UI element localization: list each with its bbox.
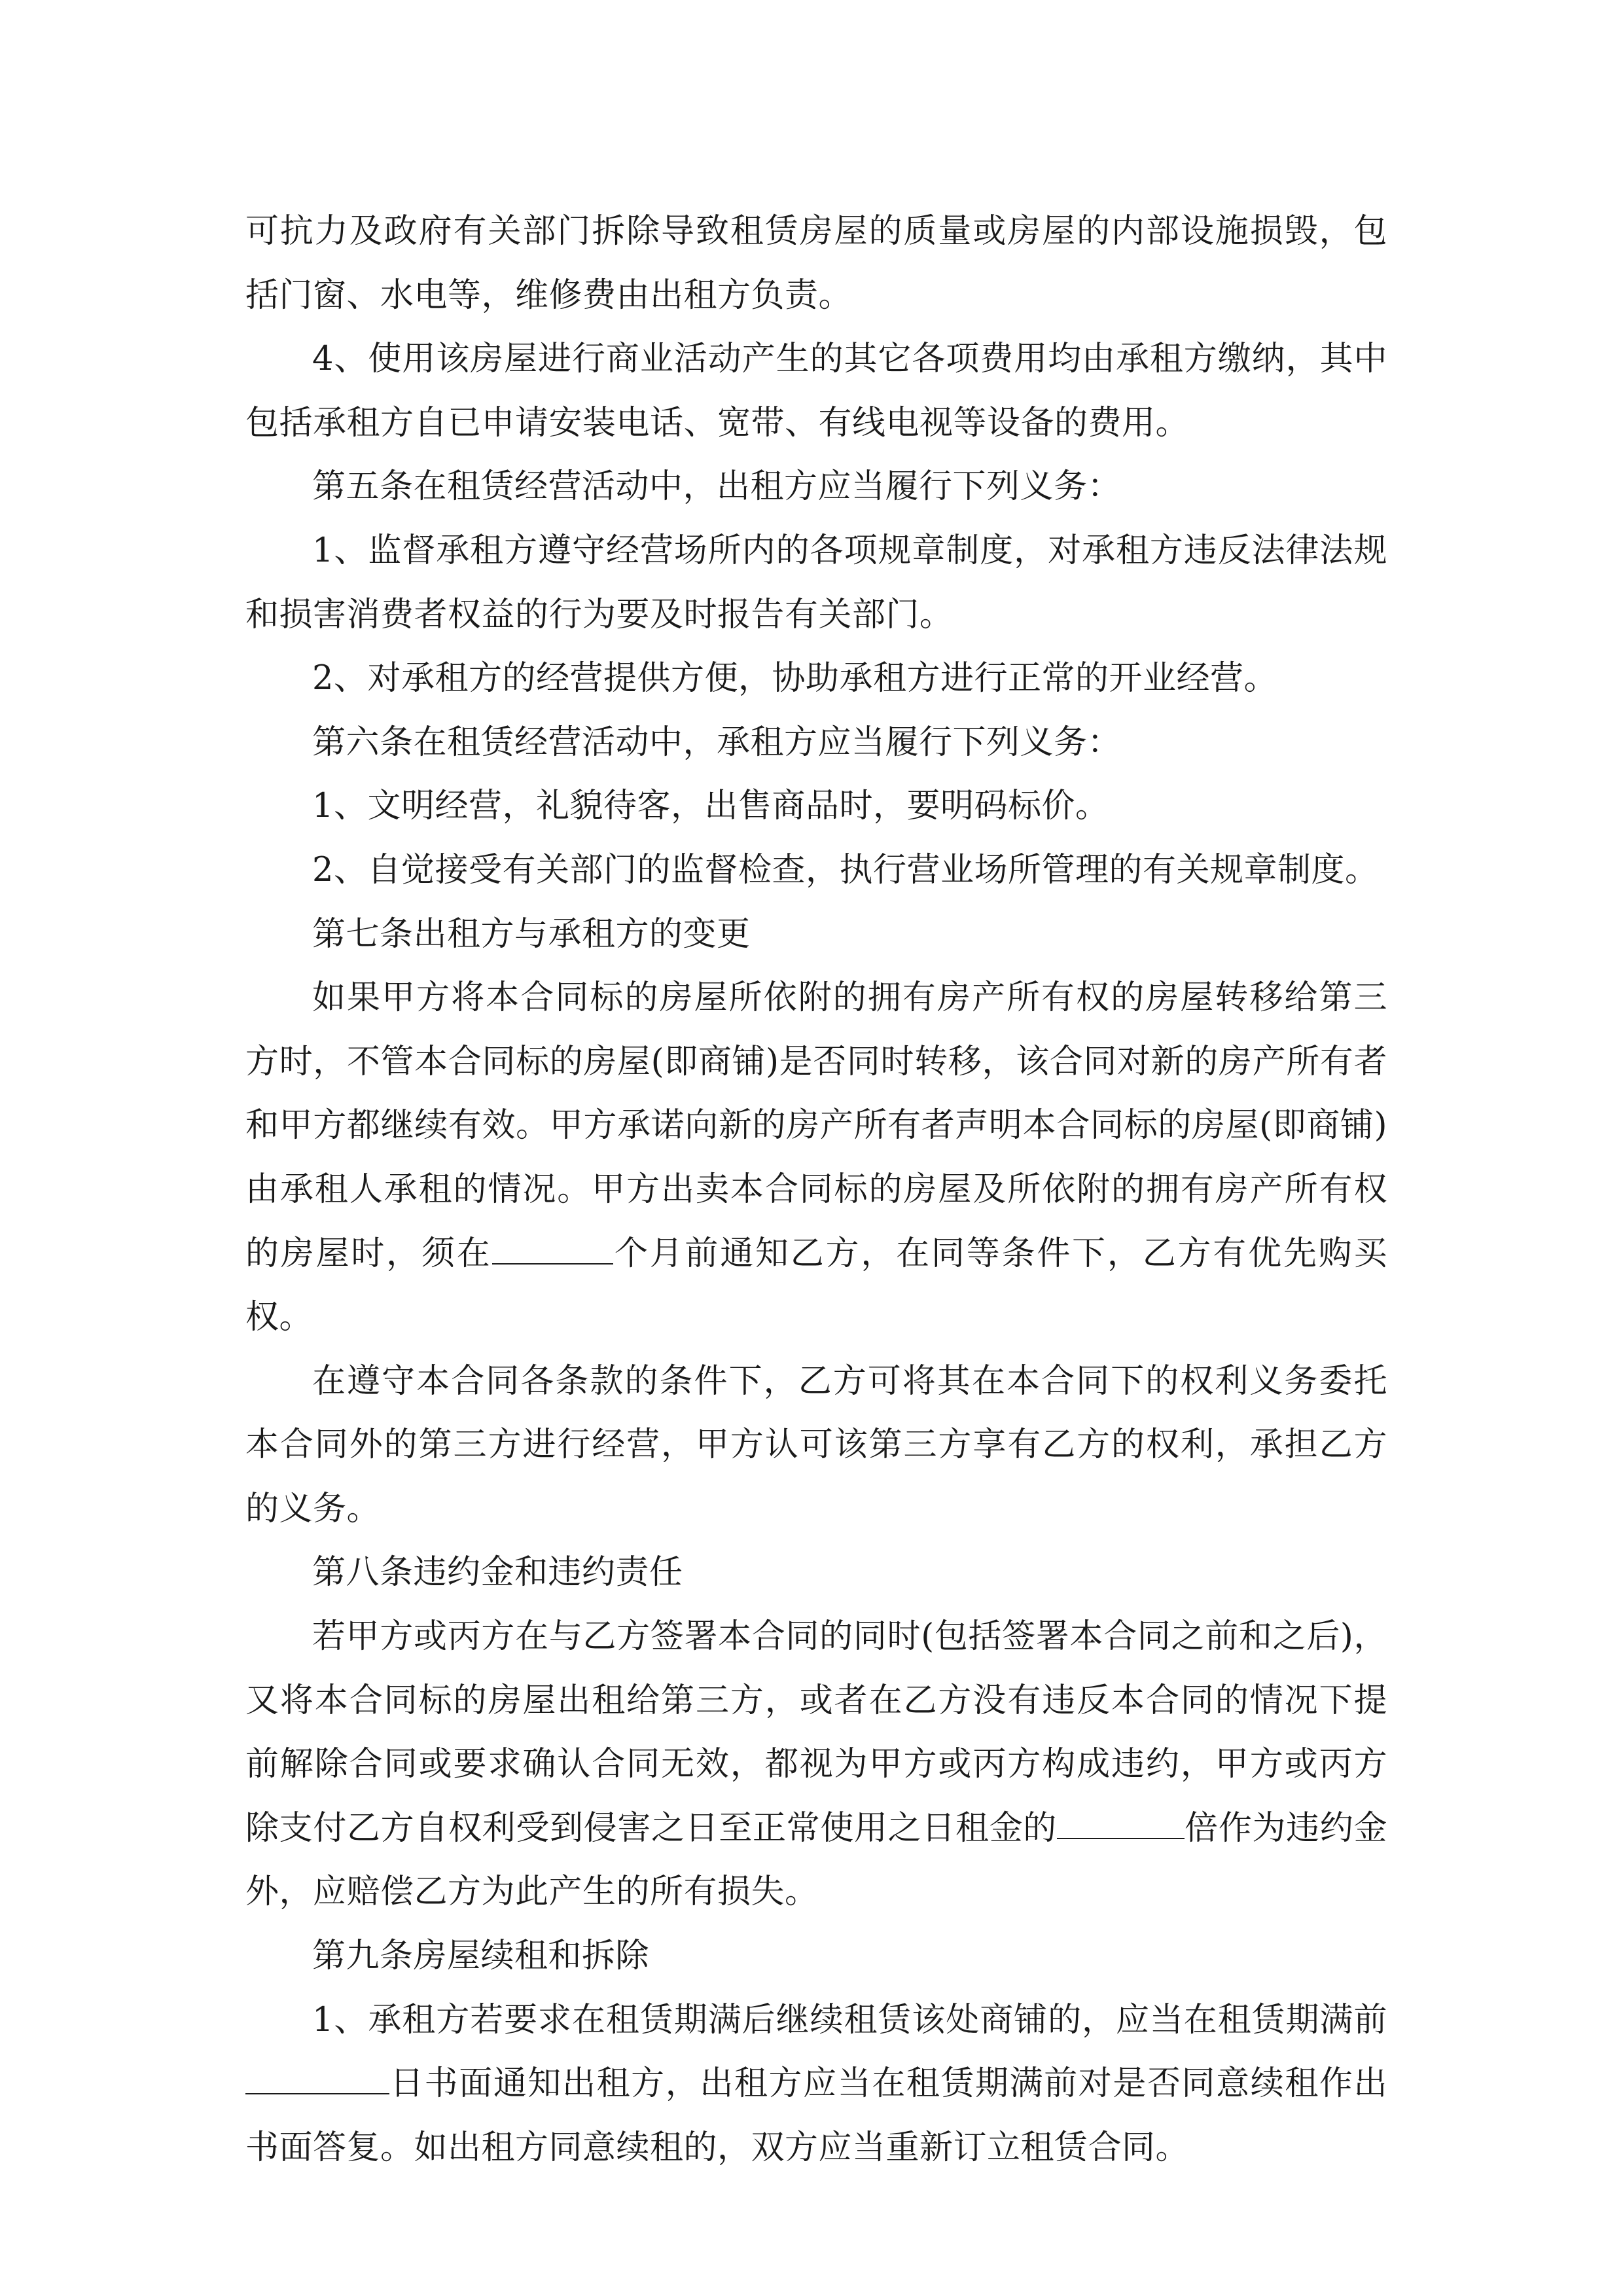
paragraph-article-8-penalty	[245, 1605, 1387, 1924]
paragraph-article-9-item-1-text-end: 日书面通知出租方，出租方应当在租赁期满前对是否同意续租作出书面答复。如出租方同意续租的，双方应当重新订立租赁合同。	[245, 2064, 1387, 2167]
heading-article-6: 第六条在租赁经营活动中，承租方应当履行下列义务：	[312, 723, 1122, 762]
paragraph-article-6-item-1: 1、文明经营，礼貌待客，出售商品时，要明码标价。	[312, 787, 1109, 826]
blank-fill-line-multiple	[1057, 1809, 1185, 1839]
blank-fill-line-months	[492, 1234, 613, 1265]
blank-fill-line-days	[245, 2064, 389, 2094]
paragraph-article-7-transfer-text: 如果甲方将本合同标的房屋所依附的拥有房产所有权的房屋转移给第三方时，不管本合同标的房屋(即商铺)是否同时转移，该合同对新的房产所有者和甲方都继续有效。甲方承诺向新的房产所有者声明本合同标的房屋(即商铺)由承租人承租的情况。甲方出卖本合同标的房屋及所依附的拥有房产所有权的房屋时，须在	[245, 978, 1387, 1273]
paragraph-clause-4-expenses: 4、使用该房屋进行商业活动产生的其它各项费用均由承租方缴纳，其中包括承租方自已申请安装电话、宽带、有线电视等设备的费用。	[245, 340, 1387, 442]
heading-article-8: 第八条违约金和违约责任	[312, 1553, 683, 1592]
paragraph-article-8-penalty-text-end: 倍作为违约金外，应赔偿乙方为此产生的所有损失。	[245, 1808, 1387, 1912]
paragraph-article-9-item-1	[245, 1988, 1387, 2180]
document-body	[245, 200, 1387, 2179]
heading-article-7: 第七条出租方与承租方的变更	[312, 914, 751, 954]
paragraph-article-7-transfer-text-end: 个月前通知乙方，在同等条件下，乙方有优先购买权。	[245, 1234, 1387, 1337]
paragraph-repair-liability-continued: 可抗力及政府有关部门拆除导致租赁房屋的质量或房屋的内部设施损毁，包括门窗、水电等，维修费由出租方负责。	[245, 212, 1387, 315]
paragraph-article-8-penalty-text: 若甲方或丙方在与乙方签署本合同的同时(包括签署本合同之前和之后)，又将本合同标的房屋出租给第三方，或者在乙方没有违反本合同的情况下提前解除合同或要求确认合同无效，都视为甲方或丙方构成违约，甲方或丙方除支付乙方自权利受到侵害之日至正常使用之日租金的	[245, 1617, 1387, 1848]
paragraph-article-7-transfer	[245, 966, 1387, 1350]
heading-article-9: 第九条房屋续租和拆除	[312, 1937, 650, 1976]
heading-article-5: 第五条在租赁经营活动中，出租方应当履行下列义务：	[312, 467, 1122, 507]
paragraph-article-5-item-1: 1、监督承租方遵守经营场所内的各项规章制度，对承租方违反法律法规和损害消费者权益的行为要及时报告有关部门。	[245, 531, 1387, 634]
paragraph-article-5-item-2: 2、对承租方的经营提供方便，协助承租方进行正常的开业经营。	[312, 659, 1277, 698]
paragraph-article-7-delegation: 在遵守本合同各条款的条件下，乙方可将其在本合同下的权利义务委托本合同外的第三方进行经营，甲方认可该第三方享有乙方的权利，承担乙方的义务。	[245, 1361, 1387, 1528]
paragraph-article-6-item-2: 2、自觉接受有关部门的监督检查，执行营业场所管理的有关规章制度。	[312, 850, 1379, 889]
paragraph-article-9-item-1-text: 1、承租方若要求在租赁期满后继续租赁该处商铺的，应当在租赁期满前	[312, 2000, 1387, 2039]
